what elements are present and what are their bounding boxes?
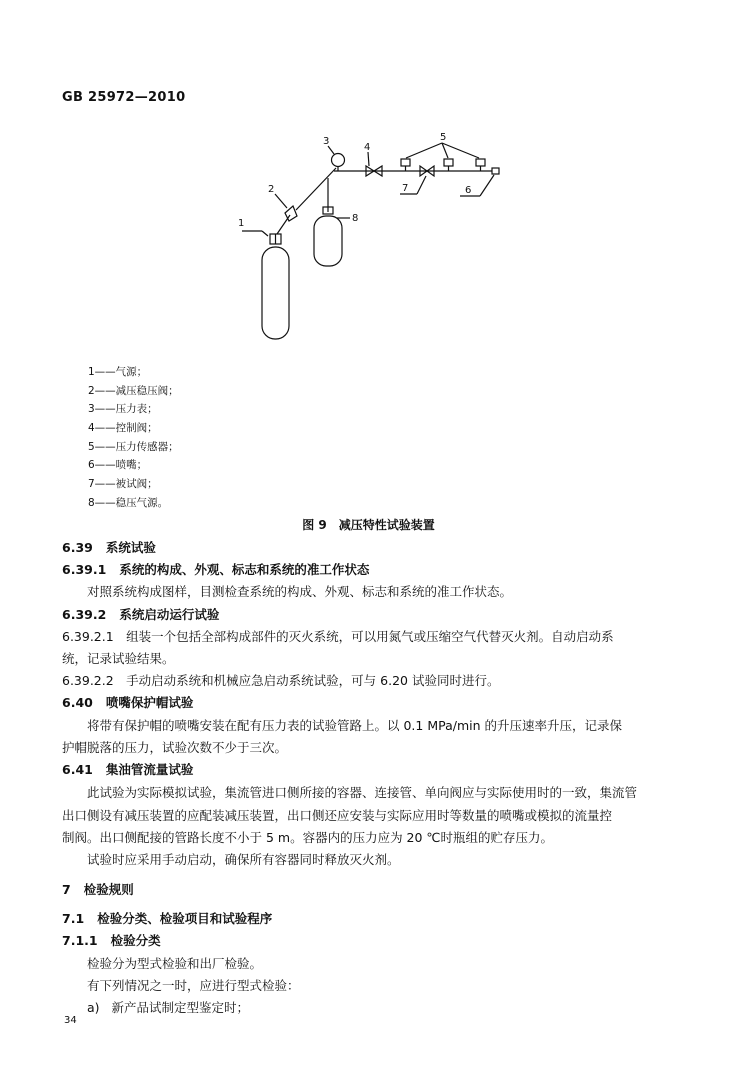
section-7-heading <box>62 880 134 898</box>
figure-label-6: 6 <box>465 185 472 196</box>
legend-item: 7——被试阀； <box>88 478 158 491</box>
stabilized-gas-source <box>314 216 342 266</box>
section-6-39-1-heading <box>62 560 369 578</box>
legend-item: 4——控制阀； <box>88 422 158 435</box>
figure-label-3: 3 <box>323 136 330 147</box>
legend-item: 2——减压稳压阀； <box>88 384 179 397</box>
page-number: 34 <box>64 1015 77 1026</box>
section-number: 6.39 <box>62 540 93 555</box>
section-number: 6.39.2 <box>62 607 107 622</box>
paragraph: 试验时应采用手动启动，确保所有容器同时释放灭火剂。 <box>87 852 400 867</box>
figure-label-5: 5 <box>440 132 447 143</box>
section-6-39-2-heading <box>62 605 219 623</box>
section-number: 7 <box>62 882 71 897</box>
section-title: 集油管流量试验 <box>105 762 194 777</box>
paragraph: 此试验为实际模拟试验，集流管进口侧所接的容器、连接管、单向阀应与实际使用时的一致，集流管 <box>87 785 638 800</box>
legend-item: 5——压力传感器； <box>88 440 179 453</box>
section-6-41-heading <box>62 760 193 778</box>
list-marker: a) <box>87 1000 100 1015</box>
paragraph: 6.39.2.1 组装一个包括全部构成部件的灭火系统，可以用氮气或压缩空气代替灭火剂。自动启动系 <box>62 629 614 644</box>
pressure-sensor-3 <box>476 159 485 166</box>
figure-label-4: 4 <box>364 142 371 153</box>
nozzle <box>492 168 499 174</box>
section-title: 系统试验 <box>105 540 156 555</box>
section-title: 喷嘴保护帽试验 <box>105 695 194 710</box>
section-6-39-heading <box>62 538 156 556</box>
section-title: 系统启动运行试验 <box>119 607 220 622</box>
figure-caption: 图 9 减压特性试验装置 <box>302 518 435 532</box>
figure-label-8: 8 <box>352 213 359 224</box>
pressure-gauge <box>332 154 345 167</box>
pressure-sensor-1 <box>401 159 410 166</box>
list-item-a <box>87 998 249 1016</box>
section-7-1-1-heading <box>62 931 161 949</box>
section-title: 检验分类 <box>110 933 161 948</box>
paragraph: 护帽脱落的压力，试验次数不少于三次。 <box>62 740 288 755</box>
legend-item: 3——压力表； <box>88 403 158 416</box>
section-title: 检验规则 <box>83 882 134 897</box>
gas-source-cylinder <box>262 247 289 339</box>
figure-legend <box>88 363 179 513</box>
legend-item: 8——稳压气源。 <box>88 496 169 509</box>
paragraph: 对照系统构成图样，目测检查系统的构成、外观、标志和系统的准工作状态。 <box>87 584 513 599</box>
section-number: 6.39.1 <box>62 562 107 577</box>
paragraph: 统，记录试验结果。 <box>62 651 175 666</box>
section-number: 7.1 <box>62 911 85 926</box>
figure-label-7: 7 <box>402 183 409 194</box>
paragraph: 出口侧设有减压装置的应配装减压装置，出口侧还应安装与实际应用时等数量的喷嘴或模拟的流量控 <box>62 808 613 823</box>
section-number: 6.41 <box>62 762 93 777</box>
section-7-1-heading <box>62 909 272 927</box>
section-number: 6.40 <box>62 695 93 710</box>
section-title: 系统的构成、外观、标志和系统的准工作状态 <box>119 562 370 577</box>
figure-label-2: 2 <box>268 184 275 195</box>
paragraph: 将带有保护帽的喷嘴安装在配有压力表的试验管路上。以 0.1 MPa/min 的升压速率升压，记录保 <box>87 718 623 733</box>
pressure-sensor-2 <box>444 159 453 166</box>
paragraph: 有下列情况之一时，应进行型式检验： <box>87 978 300 993</box>
paragraph: 制阀。出口侧配接的管路长度不小于 5 m。容器内的压力应为 20 ℃时瓶组的贮存压力。 <box>62 830 553 845</box>
test-apparatus-diagram <box>230 130 510 345</box>
paragraph: 6.39.2.2 手动启动系统和机械应急启动系统试验，可与 6.20 试验同时进行。 <box>62 673 500 688</box>
figure-label-1: 1 <box>238 218 245 229</box>
list-text: 新产品试制定型鉴定时； <box>111 1000 249 1015</box>
legend-item: 1——气源； <box>88 366 148 378</box>
section-number: 7.1.1 <box>62 933 98 948</box>
section-6-40-heading <box>62 693 193 711</box>
standard-header: GB 25972—2010 <box>62 90 186 105</box>
section-title: 检验分类、检验项目和试验程序 <box>97 911 273 926</box>
legend-item: 6——喷嘴； <box>88 459 148 472</box>
paragraph: 检验分为型式检验和出厂检验。 <box>87 956 263 971</box>
